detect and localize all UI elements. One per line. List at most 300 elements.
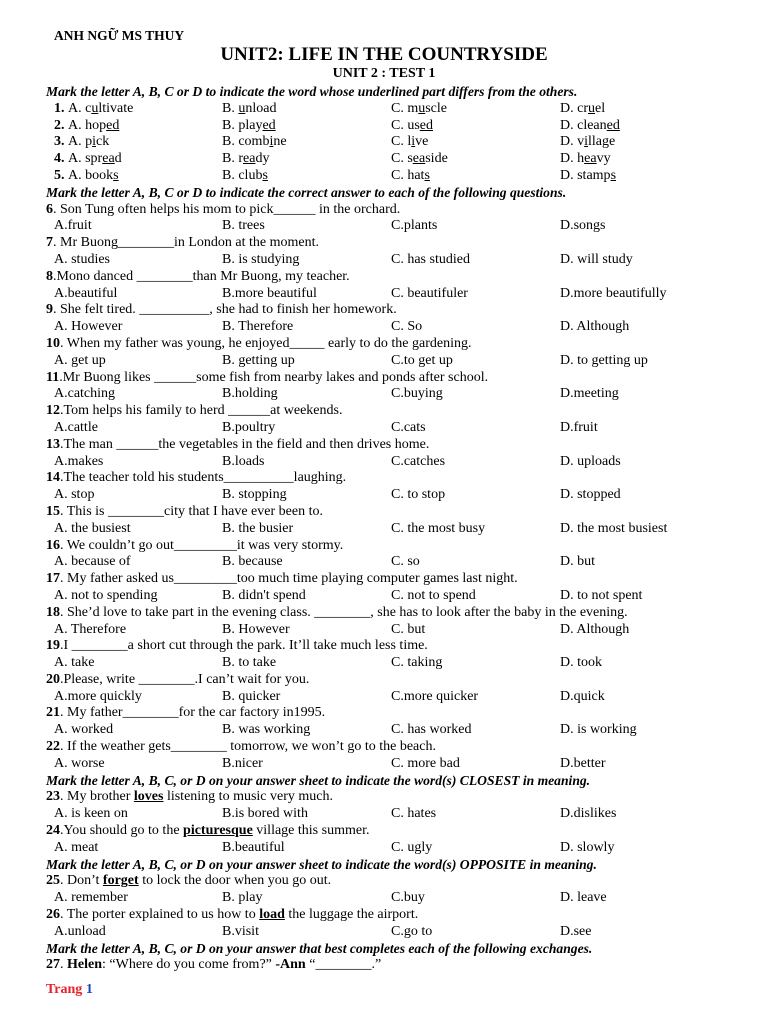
- text-run: d: [114, 151, 122, 167]
- question-text: .The man ______the vegetables in the field and then drives home.: [60, 436, 430, 452]
- text-run: C. has worked: [391, 722, 472, 738]
- question-number: 5.: [54, 167, 65, 183]
- option-c[interactable]: [391, 689, 478, 706]
- option-b[interactable]: [222, 286, 317, 303]
- option-a[interactable]: [68, 151, 122, 168]
- option-d[interactable]: [560, 286, 667, 303]
- text-run: B. didn't spend: [222, 587, 306, 603]
- option-b[interactable]: [222, 218, 265, 235]
- text-run: .You should go to the: [60, 823, 184, 839]
- underlined-part: i: [411, 134, 416, 150]
- question-text: .I ________a short cut through the park. It’ll take much less time.: [60, 638, 428, 654]
- option-c[interactable]: [391, 168, 430, 185]
- question-number: 19: [46, 638, 60, 654]
- text-run: C.catches: [391, 453, 446, 469]
- text-run: A. However: [54, 319, 123, 335]
- section-instruction: Mark the letter A, B, C, or D on your answer that best completes each of the following exchanges.: [46, 940, 593, 956]
- option-d[interactable]: [560, 722, 637, 739]
- option-d[interactable]: [560, 134, 615, 151]
- text-run: A. hop: [68, 117, 107, 133]
- option-b[interactable]: [222, 252, 299, 269]
- question-text: . When my father was young, he enjoyed_____ early to do the gardening.: [60, 335, 472, 351]
- option-c[interactable]: [391, 622, 425, 639]
- question-text: . My father asked us_________too much time playing computer games last night.: [60, 571, 518, 587]
- text-run: B. getting up: [222, 352, 295, 368]
- question-14: [46, 470, 746, 487]
- option-c[interactable]: [391, 454, 445, 471]
- text-run: C. has studied: [391, 251, 470, 267]
- option-c[interactable]: [391, 218, 437, 235]
- text-run: side: [425, 151, 448, 167]
- options-row-20: [46, 689, 746, 706]
- option-b[interactable]: [222, 101, 276, 118]
- option-c[interactable]: [391, 118, 433, 135]
- question-text: .Tom helps his family to herd ______at weekends.: [60, 403, 343, 419]
- text-run: B. r: [222, 151, 243, 167]
- option-b[interactable]: [222, 487, 287, 504]
- test-subtitle: UNIT 2 : TEST 1: [332, 66, 436, 81]
- question-text: .Mr Buong likes ______some fish from nearby lakes and ponds after school.: [59, 369, 489, 385]
- text-run: C.go to: [391, 923, 433, 939]
- option-d[interactable]: [560, 386, 619, 403]
- options-row-3: [46, 134, 746, 151]
- options-row-9: [46, 319, 746, 336]
- question-number: 14: [46, 470, 60, 486]
- text-run: D. uploads: [560, 453, 621, 469]
- question-number: 21: [46, 705, 60, 721]
- text-run: B. to take: [222, 655, 277, 671]
- text-run: D. stamp: [560, 167, 611, 183]
- underlined-part: ed: [419, 117, 434, 133]
- page-number: 1: [85, 982, 93, 997]
- text-run: D.meeting: [560, 386, 619, 402]
- option-d[interactable]: [560, 218, 606, 235]
- option-d[interactable]: [560, 588, 642, 605]
- option-a[interactable]: [54, 353, 106, 370]
- option-a[interactable]: [54, 806, 128, 823]
- text-run: B. is studying: [222, 251, 300, 267]
- underlined-part: ed: [106, 117, 120, 133]
- keyword: forget: [102, 873, 139, 889]
- text-run: C.buy: [391, 890, 425, 906]
- text-run: D. to not spent: [560, 587, 643, 603]
- text-run: B. was working: [222, 722, 311, 738]
- text-run: D.quick: [560, 688, 605, 704]
- text-run: B. stopping: [222, 487, 287, 503]
- option-b[interactable]: [222, 168, 268, 185]
- underlined-part: u: [588, 100, 595, 116]
- option-d[interactable]: [560, 454, 621, 471]
- underlined-part: s: [113, 167, 119, 183]
- question-text: .The teacher told his students__________laughing.: [60, 470, 347, 486]
- option-b[interactable]: [222, 420, 275, 437]
- question-7: [46, 235, 746, 252]
- option-c[interactable]: [391, 840, 432, 857]
- section-instruction: Mark the letter A, B, C or D to indicate the correct answer to each of the following questions.: [46, 184, 567, 200]
- text-run: C. m: [391, 100, 419, 116]
- option-c[interactable]: [391, 420, 426, 437]
- option-b[interactable]: [222, 554, 283, 571]
- text-run: A. studies: [54, 251, 110, 267]
- question-8: [46, 269, 746, 286]
- question-21: [46, 705, 746, 722]
- option-a[interactable]: [54, 319, 122, 336]
- question-number: 23: [46, 789, 60, 805]
- options-row-6: [46, 218, 746, 235]
- option-c[interactable]: [391, 722, 472, 739]
- page-footer: [46, 982, 93, 998]
- option-c[interactable]: [391, 806, 436, 823]
- text-run: D. the most busiest: [560, 520, 668, 536]
- question-text: . She’d love to take part in the evening class. ________, she has to look after the baby in the evening.: [60, 604, 628, 620]
- text-run: .: [60, 957, 67, 973]
- options-row-10: [46, 353, 746, 370]
- text-run: C. more bad: [391, 755, 460, 771]
- question-number: 6: [46, 201, 53, 217]
- options-row-18: [46, 622, 746, 639]
- text-run: A. remember: [54, 890, 128, 906]
- option-d[interactable]: [560, 487, 621, 504]
- options-row-11: [46, 386, 746, 403]
- option-a[interactable]: [54, 252, 110, 269]
- question-number: 3.: [54, 134, 65, 150]
- text-run: . My brother: [60, 789, 134, 805]
- text-run: C. the most busy: [391, 520, 486, 536]
- option-d[interactable]: [560, 924, 592, 941]
- text-run: A.fruit: [54, 218, 92, 234]
- text-run: . Don’t: [60, 873, 103, 889]
- option-a[interactable]: [54, 218, 92, 235]
- question-text: . We couldn’t go out_________it was very stormy.: [60, 537, 344, 553]
- options-row-19: [46, 655, 746, 672]
- option-d[interactable]: [560, 655, 602, 672]
- option-d[interactable]: [560, 756, 605, 773]
- text-run: B.beautiful: [222, 839, 285, 855]
- option-b[interactable]: [222, 655, 276, 672]
- option-d[interactable]: [560, 689, 605, 706]
- option-c[interactable]: [391, 386, 443, 403]
- option-c[interactable]: [391, 655, 442, 672]
- text-run: C. not to spend: [391, 587, 476, 603]
- option-a[interactable]: [54, 890, 128, 907]
- text-run: D. Although: [560, 621, 630, 637]
- underlined-part: u: [91, 100, 99, 116]
- text-run: C.more quicker: [391, 688, 479, 704]
- text-run: D. leave: [560, 890, 607, 906]
- question-number: 10: [46, 335, 60, 351]
- question-19: [46, 638, 746, 655]
- options-row-14: [46, 487, 746, 504]
- underlined-part: i: [92, 134, 97, 150]
- question-text: . This is ________city that I have ever been to.: [60, 503, 323, 519]
- option-d[interactable]: [560, 353, 648, 370]
- question-6: [46, 202, 746, 219]
- text-run: A.cattle: [54, 419, 98, 435]
- text-run: B. quicker: [222, 688, 281, 704]
- option-b[interactable]: [222, 134, 287, 151]
- option-a[interactable]: [54, 286, 117, 303]
- option-b[interactable]: [222, 806, 308, 823]
- option-d[interactable]: [560, 521, 667, 538]
- text-run: D. to getting up: [560, 352, 648, 368]
- question-23: [46, 789, 746, 806]
- question-text: . If the weather gets________ tomorrow, we won’t go to the beach.: [60, 739, 436, 755]
- option-d[interactable]: [560, 554, 595, 571]
- keyword: loves: [133, 789, 164, 805]
- text-run: ltivate: [98, 100, 134, 116]
- text-run: C.buying: [391, 386, 443, 402]
- options-row-1: [46, 101, 746, 118]
- option-d[interactable]: [560, 420, 598, 437]
- question-15: [46, 504, 746, 521]
- option-c[interactable]: [391, 353, 453, 370]
- text-run: “________.”: [305, 957, 382, 973]
- option-a[interactable]: [54, 521, 131, 538]
- text-run: village this summer.: [252, 823, 370, 839]
- question-26: [46, 907, 746, 924]
- option-d[interactable]: [560, 806, 616, 823]
- underlined-part: i: [584, 134, 589, 150]
- text-run: A. worked: [54, 722, 114, 738]
- text-run: B.nicer: [222, 755, 263, 771]
- question-number: 4.: [54, 151, 65, 167]
- option-c[interactable]: [391, 286, 468, 303]
- underlined-part: ea: [102, 151, 115, 167]
- question-24: [46, 823, 746, 840]
- text-run: C. hat: [391, 167, 425, 183]
- underlined-part: ea: [584, 151, 597, 167]
- text-run: C. So: [391, 319, 423, 335]
- question-number: 27: [46, 957, 60, 973]
- text-run: B.loads: [222, 453, 265, 469]
- question-text: . My father________for the car factory in1995.: [60, 705, 326, 721]
- text-run: B.is bored with: [222, 806, 308, 822]
- text-run: D. took: [560, 655, 602, 671]
- text-run: A. book: [68, 167, 114, 183]
- options-row-26: [46, 924, 746, 941]
- text-run: C. so: [391, 554, 420, 570]
- keyword: picturesque: [183, 823, 253, 839]
- text-run: D. will study: [560, 251, 633, 267]
- text-run: ve: [415, 134, 429, 150]
- footer-label: Trang: [46, 982, 86, 997]
- text-run: D. but: [560, 554, 595, 570]
- question-18: [46, 605, 746, 622]
- question-16: [46, 538, 746, 555]
- option-a[interactable]: [54, 622, 126, 639]
- text-run: D. clean: [560, 117, 607, 133]
- option-d[interactable]: [560, 118, 620, 135]
- text-run: A. not to spending: [54, 587, 158, 603]
- question-number: 26: [46, 907, 60, 923]
- text-run: C. us: [391, 117, 420, 133]
- option-b[interactable]: [222, 588, 306, 605]
- question-17: [46, 571, 746, 588]
- keyword: load: [259, 907, 285, 923]
- text-run: B.: [222, 100, 239, 116]
- option-b[interactable]: [222, 151, 269, 168]
- options-row-16: [46, 554, 746, 571]
- option-c[interactable]: [391, 554, 420, 571]
- option-b[interactable]: [222, 890, 262, 907]
- text-run: A. because of: [54, 554, 131, 570]
- question-number: 22: [46, 739, 60, 755]
- option-c[interactable]: [391, 319, 422, 336]
- options-row-22: [46, 756, 746, 773]
- option-c[interactable]: [391, 756, 460, 773]
- option-a[interactable]: [54, 655, 94, 672]
- text-run: C.to get up: [391, 352, 453, 368]
- option-b[interactable]: [222, 924, 259, 941]
- question-number: 20: [46, 671, 60, 687]
- text-run: listening to music very much.: [163, 789, 333, 805]
- text-run: B. Therefore: [222, 319, 294, 335]
- question-number: 7: [46, 235, 53, 251]
- text-run: A. worse: [54, 755, 105, 771]
- underlined-part: i: [269, 134, 274, 150]
- option-d[interactable]: [560, 890, 607, 907]
- text-run: A.unload: [54, 923, 106, 939]
- question-number: 16: [46, 537, 60, 553]
- option-c[interactable]: [391, 521, 485, 538]
- text-run: C.plants: [391, 218, 438, 234]
- text-run: A. c: [68, 100, 92, 116]
- question-text: .Mono danced ________than Mr Buong, my teacher.: [53, 268, 350, 284]
- option-b[interactable]: [222, 722, 310, 739]
- text-run: B.holding: [222, 386, 278, 402]
- text-run: C. beautifuler: [391, 285, 468, 301]
- underlined-part: ea: [243, 151, 256, 167]
- question-11: [46, 370, 746, 387]
- options-row-8: [46, 286, 746, 303]
- option-a[interactable]: [54, 454, 103, 471]
- option-b[interactable]: [222, 756, 263, 773]
- question-text: .Please, write ________.I can’t wait for you.: [60, 671, 310, 687]
- text-run: nload: [245, 100, 277, 116]
- text-run: D.see: [560, 923, 592, 939]
- option-a[interactable]: [68, 134, 109, 151]
- text-run: D.more beautifully: [560, 285, 667, 301]
- option-a[interactable]: [54, 840, 98, 857]
- options-row-17: [46, 588, 746, 605]
- option-a[interactable]: [68, 118, 119, 135]
- text-run: C. but: [391, 621, 426, 637]
- option-a[interactable]: [54, 756, 105, 773]
- text-run: B. play: [222, 117, 263, 133]
- text-run: scle: [425, 100, 447, 116]
- option-c[interactable]: [391, 487, 445, 504]
- question-13: [46, 437, 746, 454]
- option-d[interactable]: [560, 622, 629, 639]
- option-b[interactable]: [222, 622, 290, 639]
- question-number: 13: [46, 436, 60, 452]
- option-d[interactable]: [560, 168, 616, 185]
- underlined-part: ed: [606, 117, 620, 133]
- option-c[interactable]: [391, 134, 428, 151]
- option-b[interactable]: [222, 353, 295, 370]
- underlined-part: ed: [262, 117, 276, 133]
- text-run: B.more beautiful: [222, 285, 317, 301]
- option-c[interactable]: [391, 890, 425, 907]
- question-number: 2.: [54, 117, 65, 133]
- option-b[interactable]: [222, 521, 293, 538]
- option-a[interactable]: [68, 168, 119, 185]
- option-a[interactable]: [54, 924, 106, 941]
- option-d[interactable]: [560, 151, 611, 168]
- text-run: A.catching: [54, 386, 116, 402]
- option-a[interactable]: [68, 101, 133, 118]
- text-run: C. taking: [391, 655, 443, 671]
- option-d[interactable]: [560, 840, 614, 857]
- option-b[interactable]: [222, 386, 278, 403]
- question-number: 18: [46, 604, 60, 620]
- text-run: D.songs: [560, 218, 606, 234]
- text-run: D. h: [560, 151, 585, 167]
- text-run: B. However: [222, 621, 290, 637]
- option-a[interactable]: [54, 420, 98, 437]
- option-a[interactable]: [54, 689, 142, 706]
- option-a[interactable]: [54, 386, 115, 403]
- option-c[interactable]: [391, 101, 447, 118]
- option-c[interactable]: [391, 924, 432, 941]
- option-a[interactable]: [54, 722, 113, 739]
- question-number: 24: [46, 823, 60, 839]
- underlined-part: u: [418, 100, 426, 116]
- option-a[interactable]: [54, 487, 94, 504]
- underlined-part: s: [424, 167, 430, 183]
- text-run: Helen: [67, 957, 102, 973]
- text-run: C.cats: [391, 419, 426, 435]
- text-run: A. meat: [54, 839, 99, 855]
- option-b[interactable]: [222, 118, 276, 135]
- question-27: [46, 957, 746, 974]
- text-run: B.visit: [222, 923, 259, 939]
- question-number: 15: [46, 503, 60, 519]
- option-a[interactable]: [54, 588, 157, 605]
- text-run: B. comb: [222, 134, 270, 150]
- text-run: D.better: [560, 755, 606, 771]
- options-row-12: [46, 420, 746, 437]
- options-row-5: [46, 168, 746, 185]
- option-a[interactable]: [54, 554, 131, 571]
- option-b[interactable]: [222, 454, 264, 471]
- text-run: A.makes: [54, 453, 104, 469]
- text-run: A. is keen on: [54, 806, 128, 822]
- brand-name: ANH NGỮ MS THUY: [54, 28, 185, 43]
- options-row-15: [46, 521, 746, 538]
- text-run: el: [595, 100, 606, 116]
- text-run: B. the busier: [222, 520, 294, 536]
- option-c[interactable]: [391, 151, 448, 168]
- option-d[interactable]: [560, 252, 633, 269]
- text-run: B. because: [222, 554, 283, 570]
- option-b[interactable]: [222, 840, 285, 857]
- text-run: vy: [596, 151, 611, 167]
- option-c[interactable]: [391, 588, 476, 605]
- text-run: C. ugly: [391, 839, 433, 855]
- option-d[interactable]: [560, 101, 605, 118]
- option-d[interactable]: [560, 319, 629, 336]
- option-b[interactable]: [222, 319, 293, 336]
- text-run: B. trees: [222, 218, 265, 234]
- question-25: [46, 873, 746, 890]
- question-10: [46, 336, 746, 353]
- text-run: A. the busiest: [54, 520, 131, 536]
- option-c[interactable]: [391, 252, 470, 269]
- text-run: D. stopped: [560, 487, 621, 503]
- options-row-13: [46, 454, 746, 471]
- option-b[interactable]: [222, 689, 280, 706]
